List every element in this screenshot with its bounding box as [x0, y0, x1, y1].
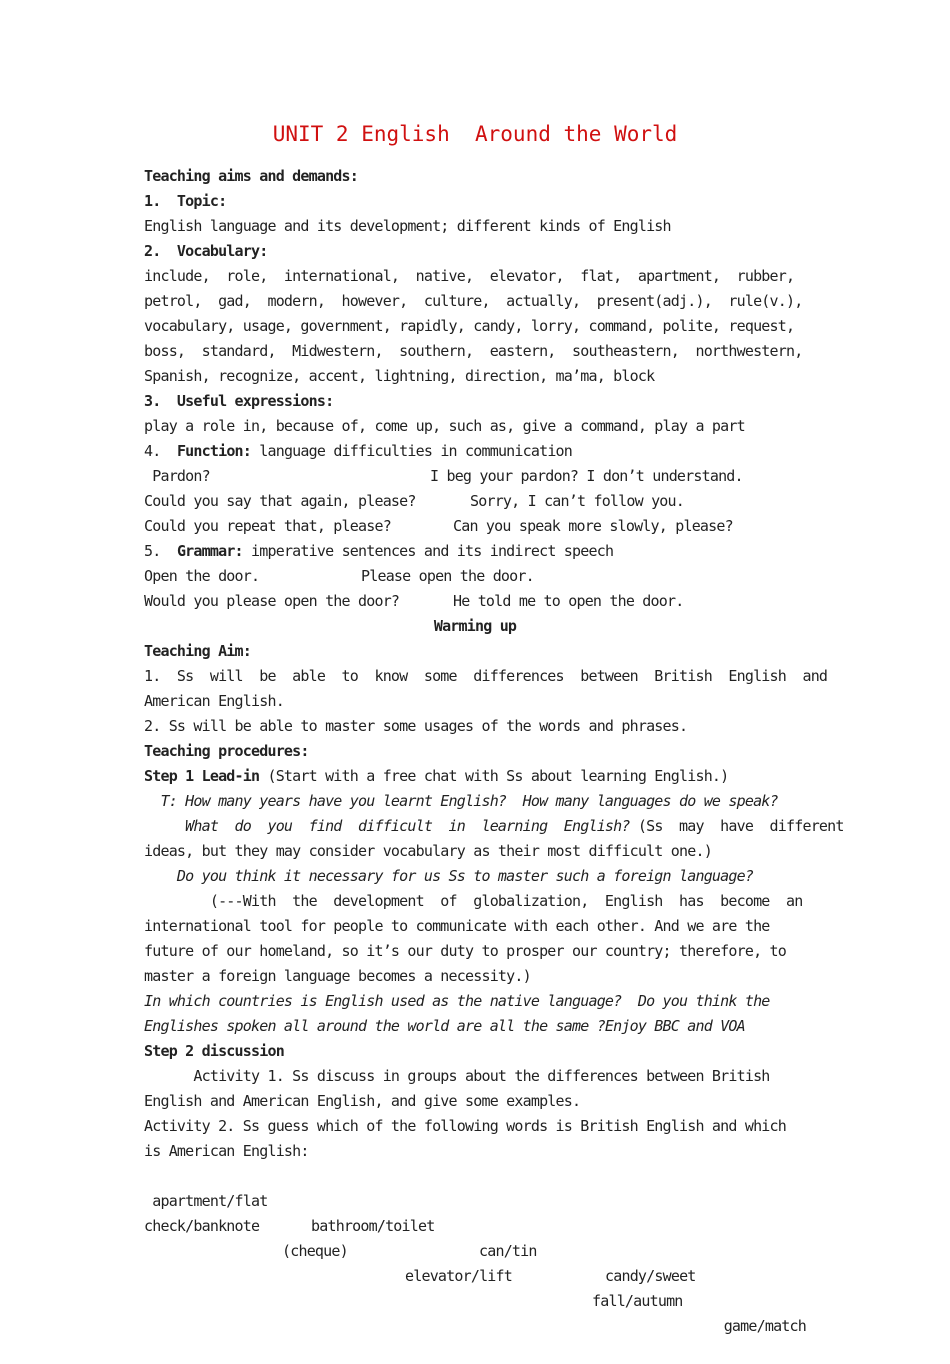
vocabulary-line: Spanish, recognize, accent, lightning, direction, ma’ma, block: [144, 367, 655, 385]
function-label: Function:: [176, 442, 252, 460]
step1-question-line: [144, 814, 844, 839]
word-pair: candy/sweet: [605, 1267, 696, 1285]
warming-up-heading: Warming up: [433, 617, 517, 635]
function-row: [144, 464, 806, 489]
step1-note: ideas, but they may consider vocabulary as their most difficult one.): [144, 842, 712, 860]
step1-question: Englishes spoken all around the world are all the same ?Enjoy BBC and VOA: [144, 1017, 745, 1035]
function-text: language difficulties in communication: [251, 442, 573, 460]
word-pair: (cheque): [282, 1242, 348, 1260]
step1-line: [144, 764, 806, 789]
word-pair: game/match: [723, 1317, 806, 1335]
grammar-example: Open the door.: [144, 567, 260, 585]
function-number: 4.: [144, 442, 177, 460]
vocabulary-label: 2. Vocabulary:: [144, 242, 268, 260]
useful-expressions-text: play a role in, because of, come up, such as, give a command, play a part: [144, 417, 745, 435]
activity-text: Activity 2. Ss guess which of the following words is British English and which: [144, 1117, 787, 1135]
teaching-aim-item: American English.: [144, 692, 284, 710]
step1-paragraph: master a foreign language becomes a necessity.): [144, 967, 531, 985]
grammar-example: Would you please open the door?: [144, 592, 400, 610]
teaching-procedures-label: Teaching procedures:: [144, 742, 309, 760]
word-pair: fall/autumn: [592, 1292, 683, 1310]
step1-paragraph: future of our homeland, so it’s our duty to prosper our country; therefore, to: [144, 942, 787, 960]
step2-label: Step 2 discussion: [144, 1042, 284, 1060]
teaching-aim-item: 1. Ss will be able to know some differences between British English and: [144, 667, 828, 685]
function-phrase: Can you speak more slowly, please?: [453, 517, 733, 535]
function-row: [144, 514, 806, 539]
aims-heading: Teaching aims and demands:: [144, 167, 359, 185]
grammar-label: Grammar:: [176, 542, 243, 560]
step1-question: T: How many years have you learnt English? How many languages do we speak?: [144, 792, 778, 810]
function-phrase: Could you repeat that, please?: [144, 517, 391, 535]
step1-question: In which countries is English used as the native language? Do you think the: [144, 992, 770, 1010]
grammar-row: [144, 589, 806, 614]
word-pair: elevator/lift: [405, 1267, 513, 1285]
word-pair: check/banknote: [144, 1217, 260, 1235]
function-phrase: Could you say that again, please?: [144, 492, 416, 510]
step1-question: What do you find difficult in learning English?: [144, 817, 630, 835]
vocabulary-line: include, role, international, native, elevator, flat, apartment, rubber,: [144, 267, 795, 285]
word-pair: can/tin: [479, 1242, 537, 1260]
vocabulary-line: petrol, gad, modern, however, culture, actually, present(adj.), rule(v.),: [144, 292, 803, 310]
teaching-aim-item: 2. Ss will be able to master some usages of the words and phrases.: [144, 717, 688, 735]
step1-paragraph: (---With the development of globalization, English has become an: [144, 892, 803, 910]
step1-note: (Ss may have different: [629, 817, 844, 835]
useful-expressions-label: 3. Useful expressions:: [144, 392, 334, 410]
grammar-example: Please open the door.: [361, 567, 534, 585]
grammar-text: imperative sentences and its indirect speech: [242, 542, 614, 560]
page-title: UNIT 2 English Around the World: [272, 122, 678, 146]
activity-text: English and American English, and give some examples.: [144, 1092, 581, 1110]
word-pair: bathroom/toilet: [311, 1217, 435, 1235]
function-row: [144, 489, 806, 514]
grammar-line: [144, 539, 806, 564]
word-pair: apartment/flat: [144, 1192, 268, 1210]
function-phrase: Sorry, I can’t follow you.: [470, 492, 685, 510]
activity-text: is American English:: [144, 1142, 309, 1160]
vocabulary-line: boss, standard, Midwestern, southern, eastern, southeastern, northwestern,: [144, 342, 803, 360]
step1-label: Step 1 Lead-in: [144, 767, 260, 785]
function-line: [144, 439, 806, 464]
step1-question: Do you think it necessary for us Ss to master such a foreign language?: [144, 867, 754, 885]
teaching-aim-label: Teaching Aim:: [144, 642, 252, 660]
function-phrase: I beg your pardon? I don’t understand.: [430, 467, 743, 485]
step1-paragraph: international tool for people to communicate with each other. And we are the: [144, 917, 770, 935]
grammar-example: He told me to open the door.: [453, 592, 684, 610]
grammar-number: 5.: [144, 542, 177, 560]
step1-text: (Start with a free chat with Ss about learning English.): [259, 767, 729, 785]
vocabulary-line: vocabulary, usage, government, rapidly, candy, lorry, command, polite, request,: [144, 317, 795, 335]
grammar-row: [144, 564, 806, 589]
topic-text: English language and its development; different kinds of English: [144, 217, 671, 235]
activity-text: Activity 1. Ss discuss in groups about the differences between British: [144, 1067, 770, 1085]
topic-label: 1. Topic:: [144, 192, 227, 210]
function-phrase: Pardon?: [144, 467, 210, 485]
